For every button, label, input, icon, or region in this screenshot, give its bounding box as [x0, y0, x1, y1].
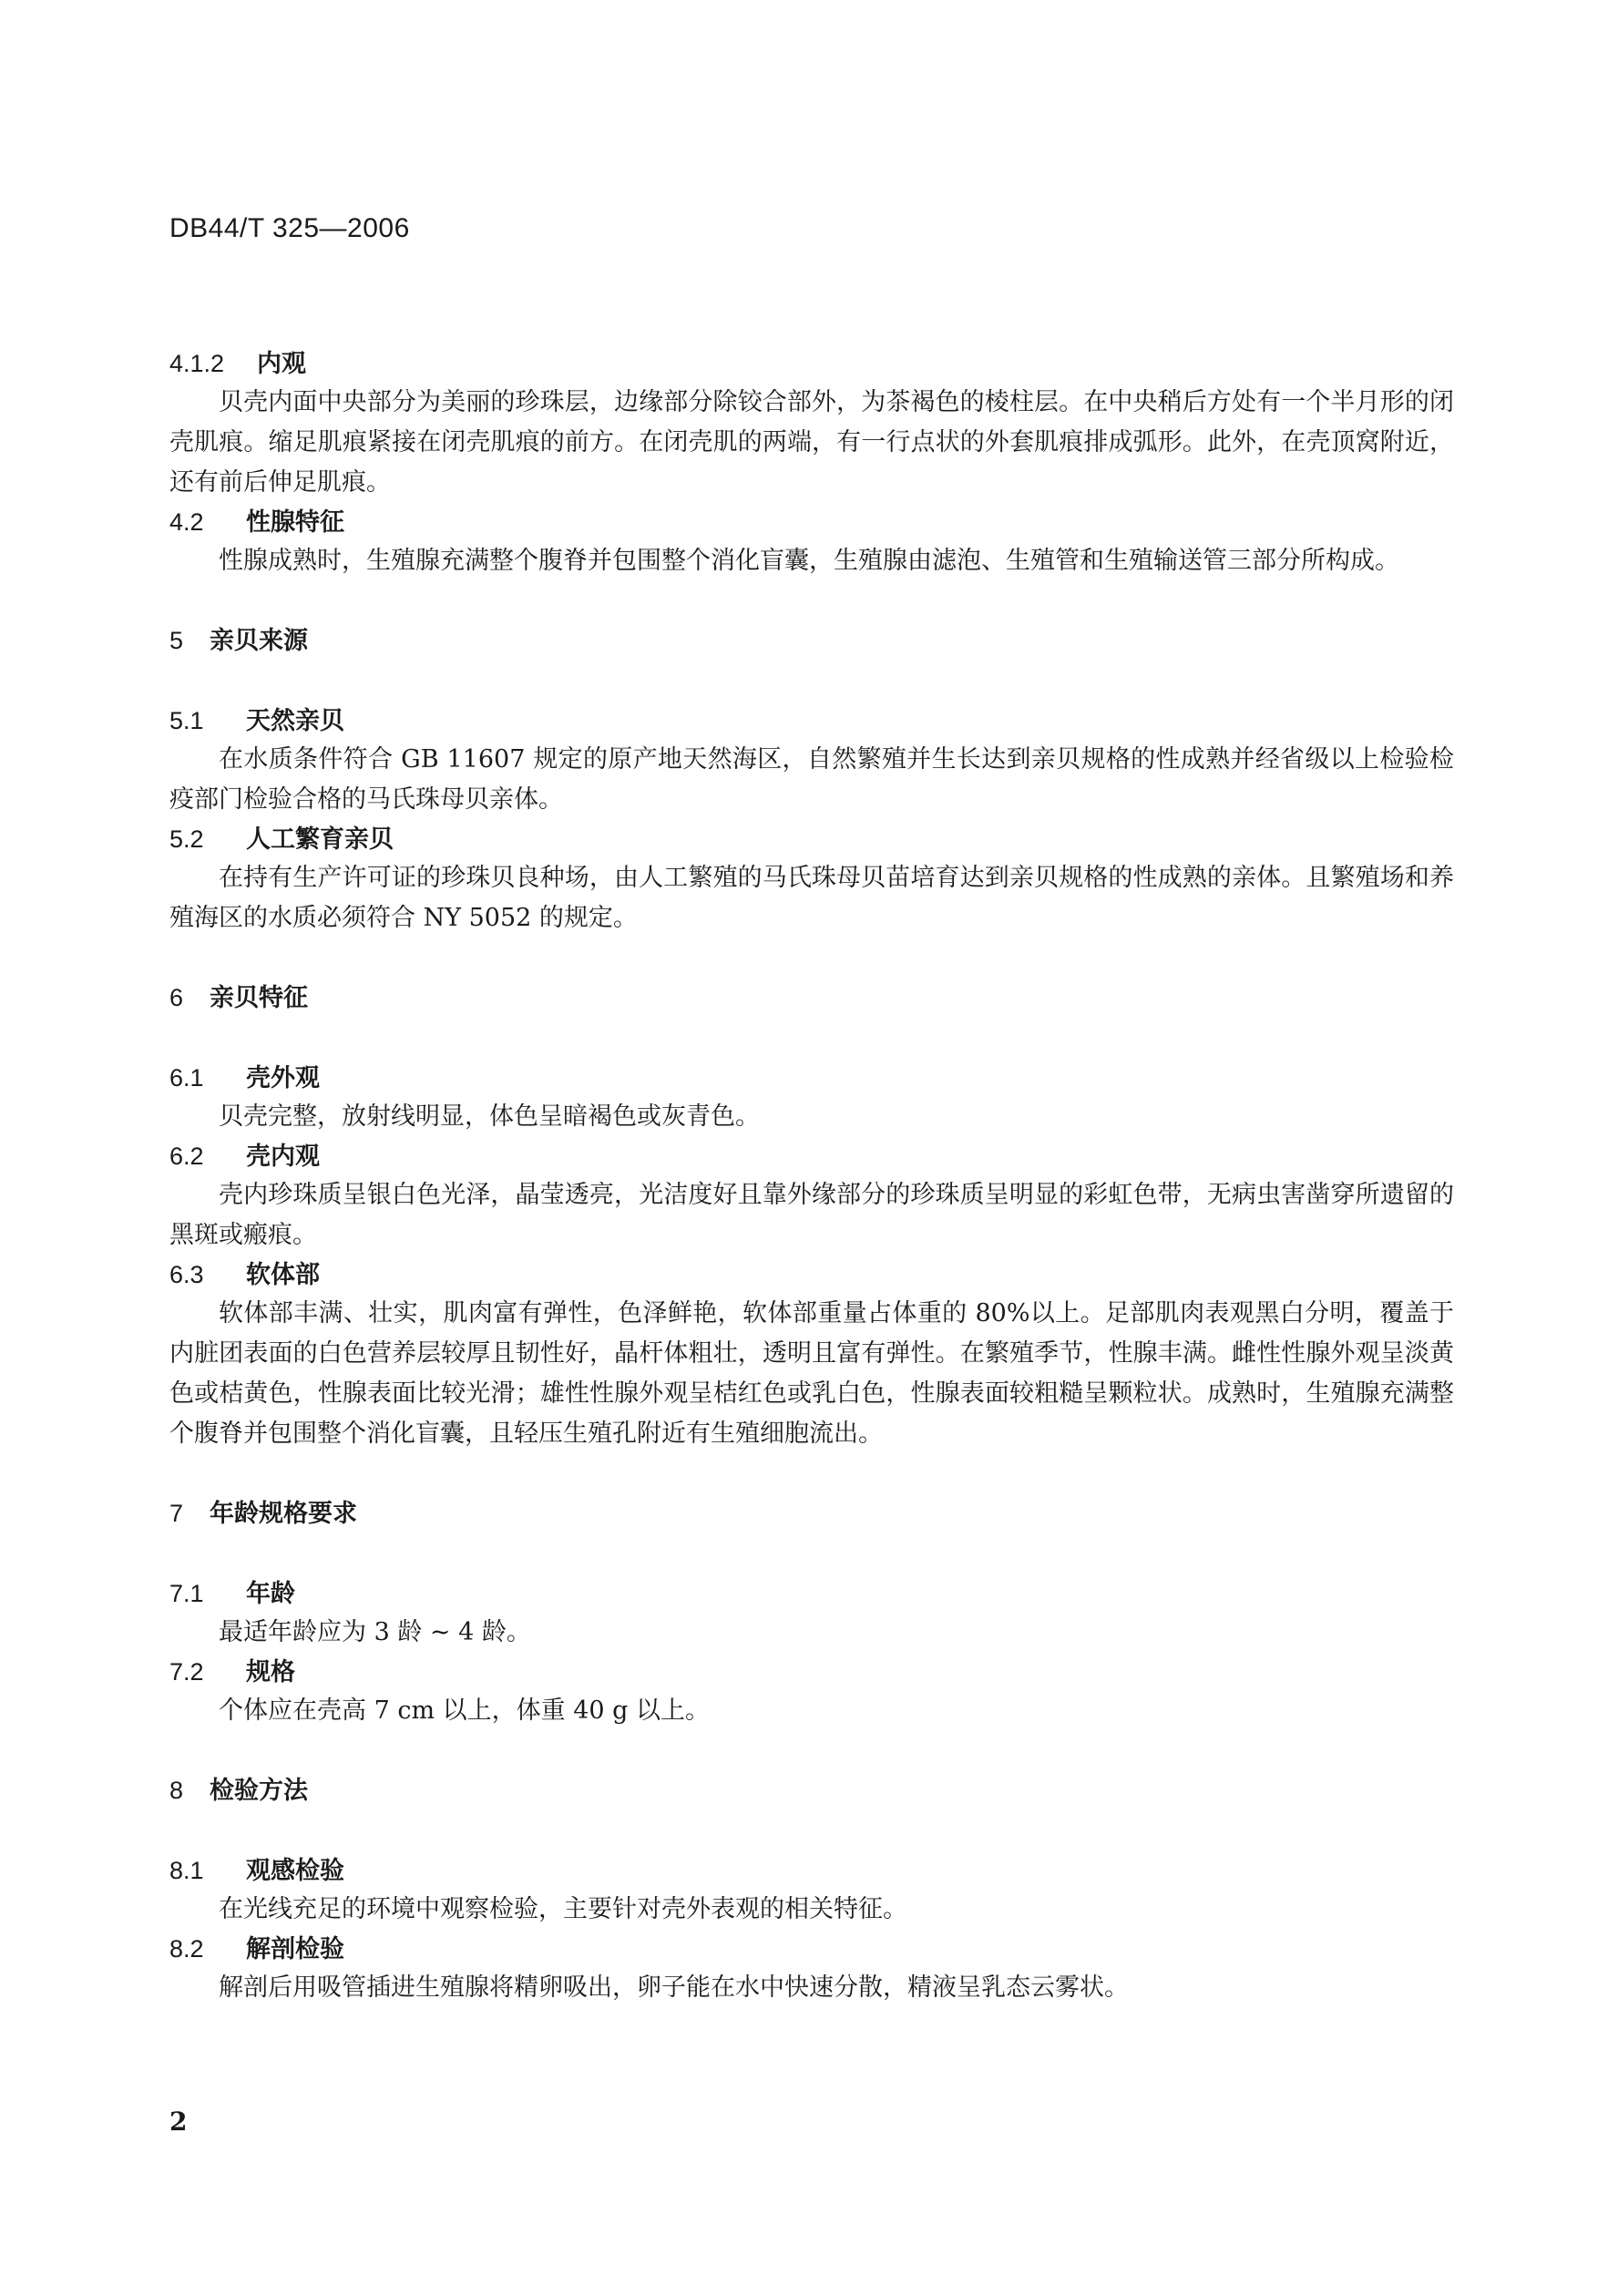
paragraph: 性腺成熟时，生殖腺充满整个腹脊并包围整个消化盲囊，生殖腺由滤泡、生殖管和生殖输送管三部分所构成。	[219, 547, 1399, 575]
section-heading	[169, 1494, 1454, 1532]
heading-number: 5	[169, 627, 184, 654]
heading-number: 6.3	[169, 1261, 204, 1288]
subsection-heading	[169, 1653, 1454, 1691]
subsection-heading	[169, 820, 1454, 858]
paragraph: 在光线充足的环境中观察检验，主要针对壳外表观的相关特征。	[219, 1895, 907, 1923]
heading-title: 年龄规格要求	[210, 1500, 357, 1528]
heading-title: 内观	[257, 350, 306, 378]
paragraph: 最适年龄应为 3 龄 ~ 4 龄。	[219, 1618, 531, 1646]
subsection-heading	[169, 1256, 1454, 1294]
heading-number: 8.1	[169, 1857, 204, 1884]
paragraph: 贝壳内面中央部分为美丽的珍珠层，边缘部分除铰合部外，为茶褐色的棱柱层。在中央稍后方处有一个半月形的闭壳肌痕。缩足肌痕紧接在闭壳肌痕的前方。在闭壳肌的两端，有一行点状的外套肌痕排成弧形。此外，在壳顶窝附近，还有前后伸足肌痕。	[169, 388, 1454, 497]
section-heading	[169, 979, 1454, 1017]
paragraph: 软体部丰满、壮实，肌肉富有弹性，色泽鲜艳，软体部重量占体重的 80%以上。足部肌肉表观黑白分明，覆盖于内脏团表面的白色营养层较厚且韧性好，晶杆体粗壮，透明且富有弹性。在繁殖季节，性腺丰满。雌性性腺外观呈淡黄色或桔黄色，性腺表面比较光滑；雄性性腺外观呈桔红色或乳白色，性腺表面较粗糙呈颗粒状。成熟时，生殖腺充满整个腹脊并包围整个消化盲囊，且轻压生殖孔附近有生殖细胞流出。	[169, 1299, 1454, 1448]
subsection-heading	[169, 1059, 1454, 1097]
section-heading	[169, 1771, 1454, 1809]
heading-title: 性腺特征	[246, 508, 344, 537]
heading-number: 7.1	[169, 1580, 204, 1607]
heading-number: 4.1.2	[169, 350, 225, 377]
subsection-heading	[169, 1930, 1454, 1968]
document-id: DB44/T 325—2006	[169, 213, 410, 243]
heading-title: 人工繁育亲贝	[246, 825, 394, 854]
heading-number: 8	[169, 1777, 184, 1804]
subsubsection-heading	[169, 344, 1454, 383]
document-body	[169, 344, 1454, 2008]
heading-number: 6	[169, 984, 184, 1011]
heading-title: 亲贝来源	[210, 627, 308, 655]
paragraph: 贝壳完整，放射线明显，体色呈暗褐色或灰青色。	[219, 1102, 760, 1131]
heading-title: 软体部	[246, 1261, 320, 1289]
subsection-heading	[169, 1851, 1454, 1890]
heading-number: 5.1	[169, 707, 204, 734]
page-number: 2	[169, 2106, 188, 2137]
heading-title: 年龄	[246, 1580, 295, 1608]
subsection-heading	[169, 702, 1454, 740]
heading-number: 6.1	[169, 1064, 204, 1092]
heading-number: 5.2	[169, 825, 204, 853]
heading-number: 6.2	[169, 1143, 204, 1170]
heading-number: 7	[169, 1500, 184, 1527]
paragraph: 个体应在壳高 7 cm 以上，体重 40 g 以上。	[219, 1696, 711, 1725]
subsection-heading	[169, 1574, 1454, 1613]
paragraph: 解剖后用吸管插进生殖腺将精卵吸出，卵子能在水中快速分散，精液呈乳态云雾状。	[219, 1973, 1129, 2002]
subsection-heading	[169, 1137, 1454, 1175]
heading-title: 规格	[246, 1658, 295, 1686]
subsection-heading	[169, 503, 1454, 541]
heading-title: 检验方法	[210, 1777, 308, 1805]
heading-number: 8.2	[169, 1935, 204, 1963]
paragraph: 在水质条件符合 GB 11607 规定的原产地天然海区，自然繁殖并生长达到亲贝规格的性成熟并经省级以上检验检疫部门检验合格的马氏珠母贝亲体。	[169, 745, 1454, 814]
heading-number: 4.2	[169, 508, 204, 536]
heading-number: 7.2	[169, 1658, 204, 1686]
paragraph: 壳内珍珠质呈银白色光泽，晶莹透亮，光洁度好且靠外缘部分的珍珠质呈明显的彩虹色带，无病虫害凿穿所遗留的黑斑或瘢痕。	[169, 1181, 1454, 1249]
heading-title: 观感检验	[246, 1857, 344, 1885]
heading-title: 壳内观	[246, 1143, 320, 1171]
heading-title: 解剖检验	[246, 1935, 344, 1963]
section-heading	[169, 621, 1454, 660]
heading-title: 亲贝特征	[210, 984, 308, 1012]
paragraph: 在持有生产许可证的珍珠贝良种场，由人工繁殖的马氏珠母贝苗培育达到亲贝规格的性成熟的亲体。且繁殖场和养殖海区的水质必须符合 NY 5052 的规定。	[169, 864, 1454, 932]
heading-title: 壳外观	[246, 1064, 320, 1092]
heading-title: 天然亲贝	[246, 707, 344, 735]
